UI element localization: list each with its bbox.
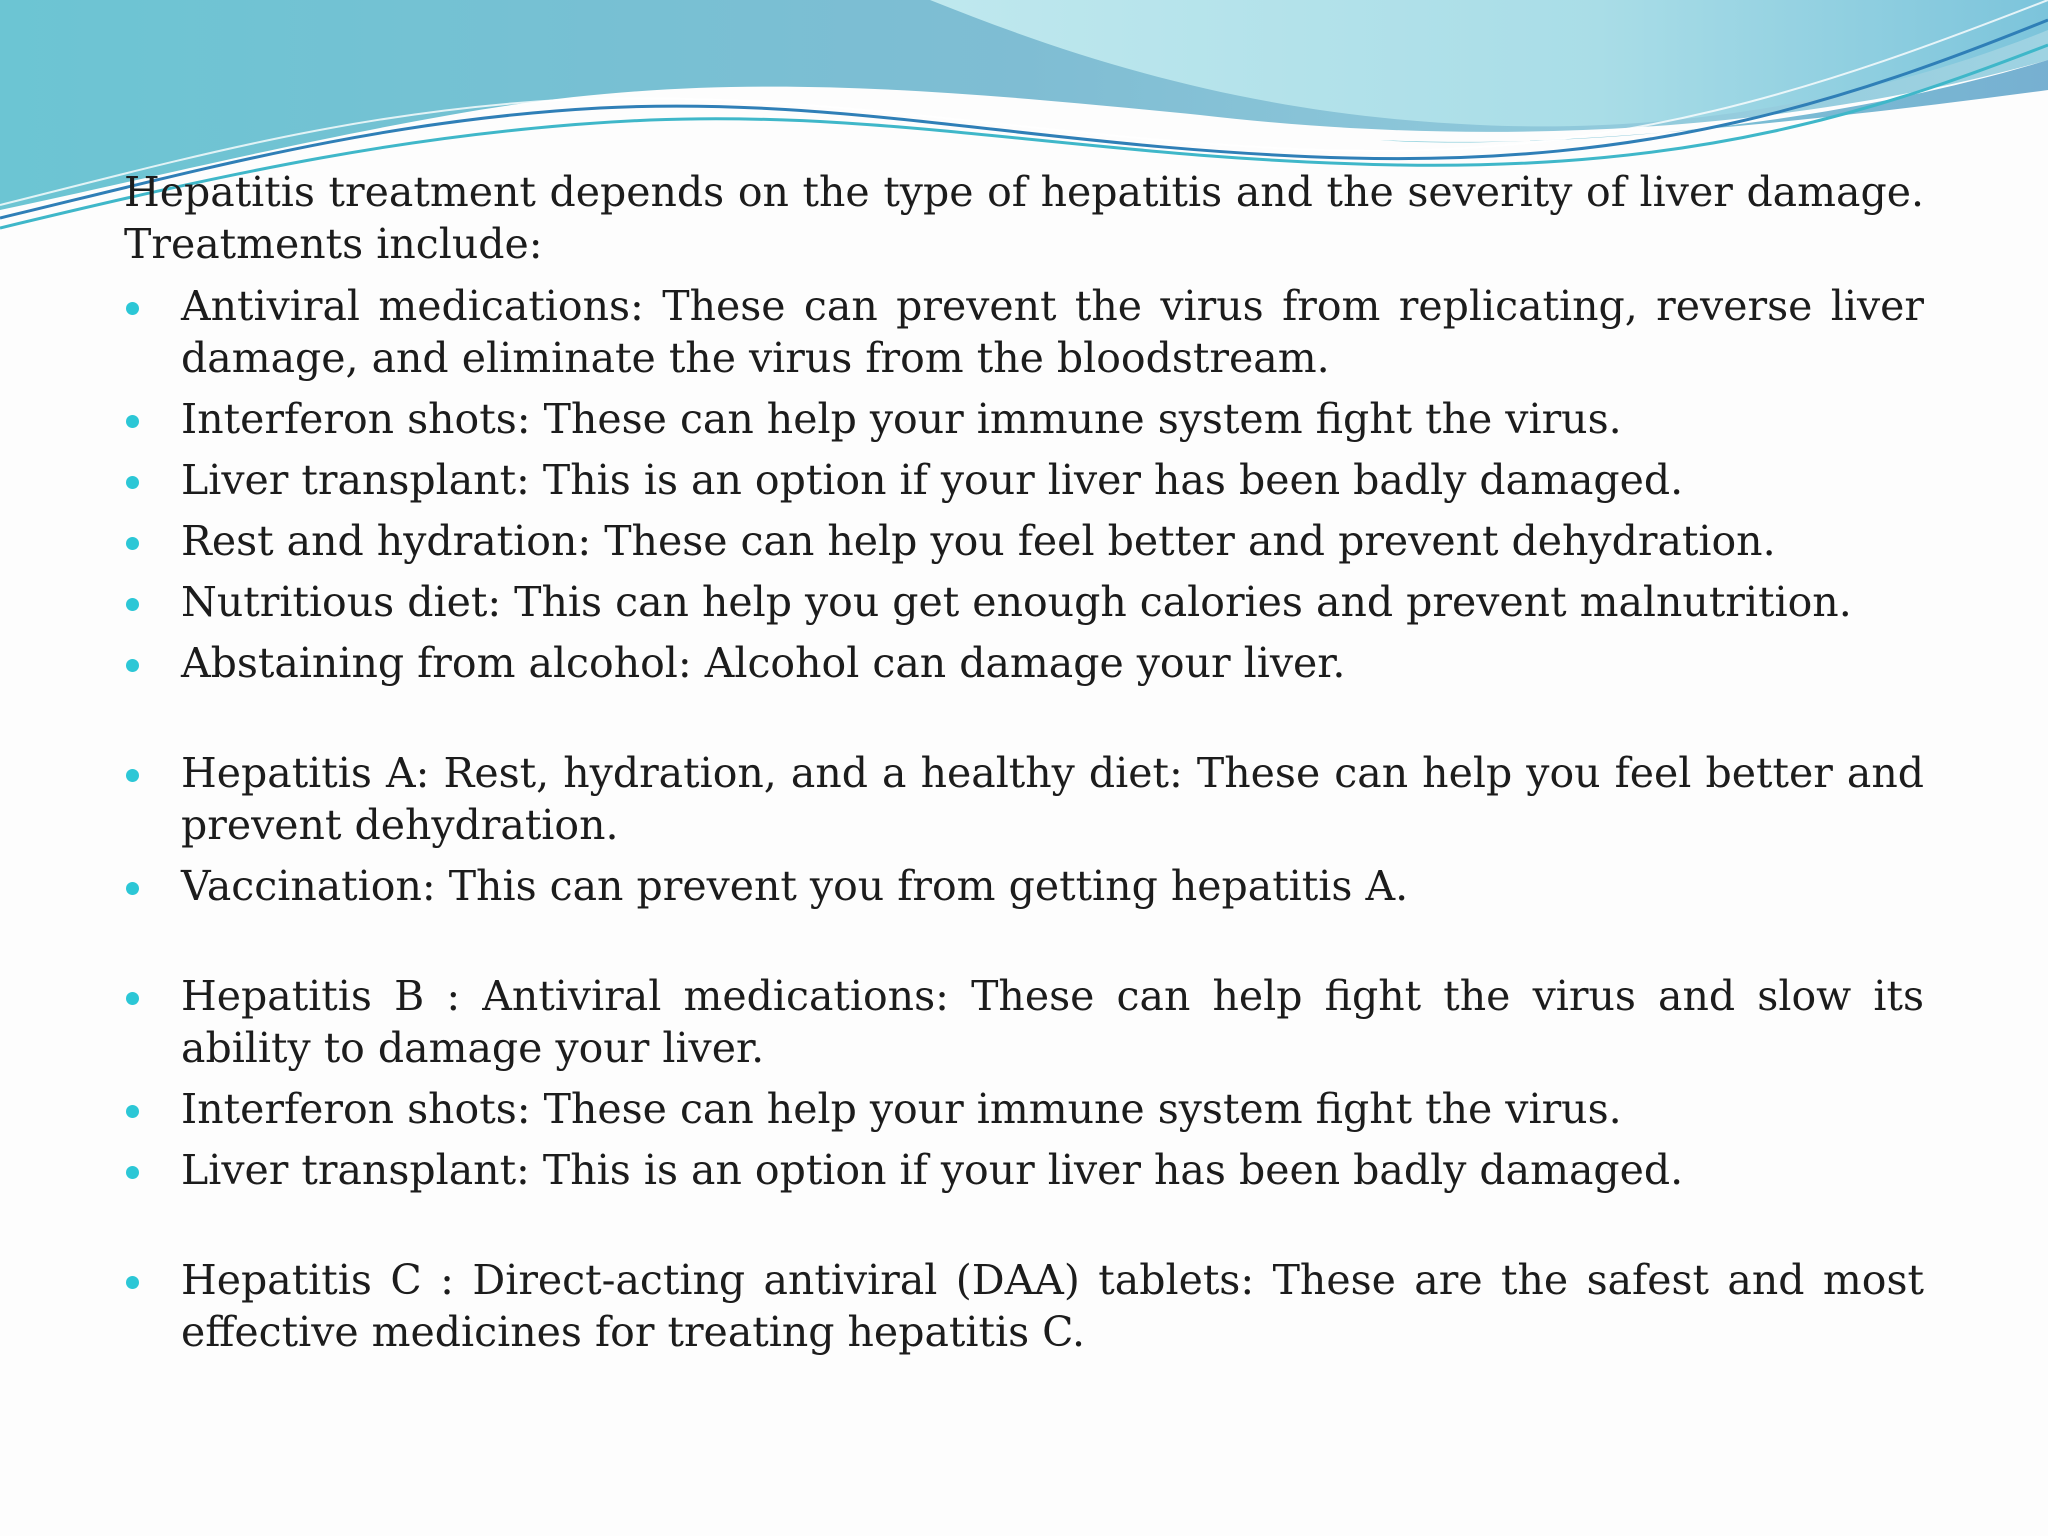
- bullet-dot-icon: [126, 415, 139, 428]
- list-item-text: Hepatitis A: Rest, hydration, and a healthy diet: These can help you feel better and prevent dehydration.: [181, 749, 1924, 849]
- list-item-hepatitis-c: [124, 1254, 1924, 1358]
- list-item-text: Vaccination: This can prevent you from getting hepatitis A.: [181, 862, 1409, 910]
- list-item-hepatitis-b: [124, 970, 1924, 1074]
- list-item-text: Abstaining from alcohol: Alcohol can damage your liver.: [181, 639, 1346, 687]
- treatment-list: [124, 280, 1924, 1358]
- list-item-text: Antiviral medications: These can prevent the virus from replicating, reverse liver damage, and eliminate the virus from the bloodstream.: [181, 282, 1924, 382]
- list-item-text: Nutritious diet: This can help you get enough calories and prevent malnutrition.: [181, 578, 1852, 626]
- list-item-text: Hepatitis B : Antiviral medications: These can help fight the virus and slow its ability to damage your liver.: [181, 972, 1924, 1072]
- list-item-text: Rest and hydration: These can help you feel better and prevent dehydration.: [181, 517, 1776, 565]
- bullet-dot-icon: [126, 598, 139, 611]
- list-item: [124, 454, 1924, 506]
- bullet-dot-icon: [126, 302, 139, 315]
- bullet-dot-icon: [126, 1105, 139, 1118]
- bullet-dot-icon: [126, 992, 139, 1005]
- list-item: [124, 280, 1924, 384]
- list-item: [124, 576, 1924, 628]
- list-item: [124, 515, 1924, 567]
- list-item: [124, 1144, 1924, 1196]
- list-item-text: Hepatitis C : Direct-acting antiviral (DAA) tablets: These are the safest and most effective medicines for treating hepatitis C.: [181, 1256, 1924, 1356]
- list-item: [124, 393, 1924, 445]
- list-item-text: Interferon shots: These can help your immune system fight the virus.: [181, 1085, 1622, 1133]
- list-item: [124, 637, 1924, 689]
- bullet-dot-icon: [126, 769, 139, 782]
- bullet-dot-icon: [126, 882, 139, 895]
- intro-paragraph: Hepatitis treatment depends on the type of hepatitis and the severity of liver damage. Treatments include:: [124, 168, 1924, 268]
- list-item: [124, 860, 1924, 912]
- list-item-text: Interferon shots: These can help your immune system fight the virus.: [181, 395, 1622, 443]
- list-item-text: Liver transplant: This is an option if your liver has been badly damaged.: [181, 1146, 1684, 1194]
- slide-body: [124, 166, 1924, 1367]
- bullet-dot-icon: [126, 1276, 139, 1289]
- list-item: [124, 1083, 1924, 1135]
- bullet-dot-icon: [126, 476, 139, 489]
- bullet-dot-icon: [126, 537, 139, 550]
- list-item-hepatitis-a: [124, 747, 1924, 851]
- bullet-dot-icon: [126, 1166, 139, 1179]
- list-item-text: Liver transplant: This is an option if your liver has been badly damaged.: [181, 456, 1684, 504]
- bullet-dot-icon: [126, 659, 139, 672]
